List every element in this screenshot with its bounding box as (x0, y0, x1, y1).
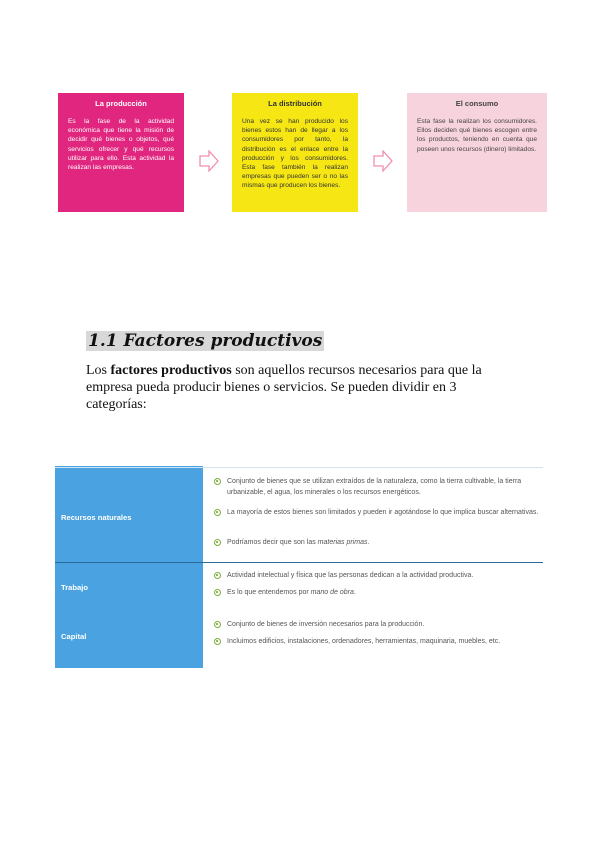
factor-label-capital: Capital (61, 632, 87, 641)
factors-table (55, 466, 543, 668)
bullet-icon (214, 621, 221, 628)
section-heading: 1.1 Factores productivos (88, 331, 323, 351)
stage-title: El consumo (455, 99, 499, 108)
stage-text: Una vez se han producido los bienes estos han de llegar a los consumidores por tanto, la distribución es el enlace entre la producción y los consumidores. Esta fase también la realizan empresas que pueden ser o no las mismas que producen los bienes. (242, 118, 348, 190)
stage-text: Esta fase la realizan los consumidores. Ellos deciden qué bienes escogen entre los productos, teniendo en cuenta que poseen unos recursos (dinero) limitados. (417, 118, 537, 153)
list-item: Conjunto de bienes que se utilizan extraídos de la naturaleza, como la tierra cultivable, la tierra urbanizable, el agua, los minerales o los recursos energéticos. (214, 477, 542, 498)
stage-distribution-box (232, 93, 358, 212)
stage-production-box (58, 93, 184, 212)
list-item: La mayoría de estos bienes son limitados y pueden ir agotándose lo que implica buscar alternativas. (214, 508, 542, 519)
intro-paragraph (86, 362, 506, 413)
intro-bold-term: factores productivos (110, 363, 232, 378)
stage-text: Es la fase de la actividad económica que tiene la misión de decidir qué bienes o objetos, qué servicios ofrecer y qué recursos utilizar para ello. Esta actividad la realizan las empresas. (68, 118, 174, 172)
bullet-icon (214, 539, 221, 546)
list-item: Es lo que entendemos por mano de obra. (214, 588, 542, 599)
bullet-icon (214, 478, 221, 485)
factor-label-labor: Trabajo (61, 583, 89, 592)
row-divider (55, 562, 543, 563)
bullet-icon (214, 509, 221, 516)
list-item: Podríamos decir que son las materias primas. (214, 538, 542, 549)
stage-consumption-box (407, 93, 547, 212)
emphasis: mano de obra (310, 589, 354, 596)
emphasis: materias primas (317, 539, 368, 546)
right-arrow-icon (373, 150, 393, 172)
right-arrow-icon (199, 150, 219, 172)
list-item: Actividad intelectual y física que las personas dedican a la actividad productiva. (214, 571, 542, 582)
stage-title: La distribución (268, 99, 322, 108)
bullet-icon (214, 572, 221, 579)
stage-title: La producción (95, 99, 147, 108)
intro-pre: Los (86, 363, 111, 378)
factor-label-natural-resources: Recursos naturales (61, 513, 132, 522)
bullet-icon (214, 589, 221, 596)
list-item: Incluimos edificios, instalaciones, ordenadores, herramientas, maquinaria, muebles, etc. (214, 637, 542, 648)
list-item: Conjunto de bienes de inversión necesarios para la producción. (214, 620, 542, 631)
intro-post: son aquellos recursos necesarios para que la empresa pueda producir bienes o servicios. Se pueden dividir en 3 categorías: (86, 363, 482, 412)
row-divider (55, 467, 543, 468)
bullet-icon (214, 638, 221, 645)
